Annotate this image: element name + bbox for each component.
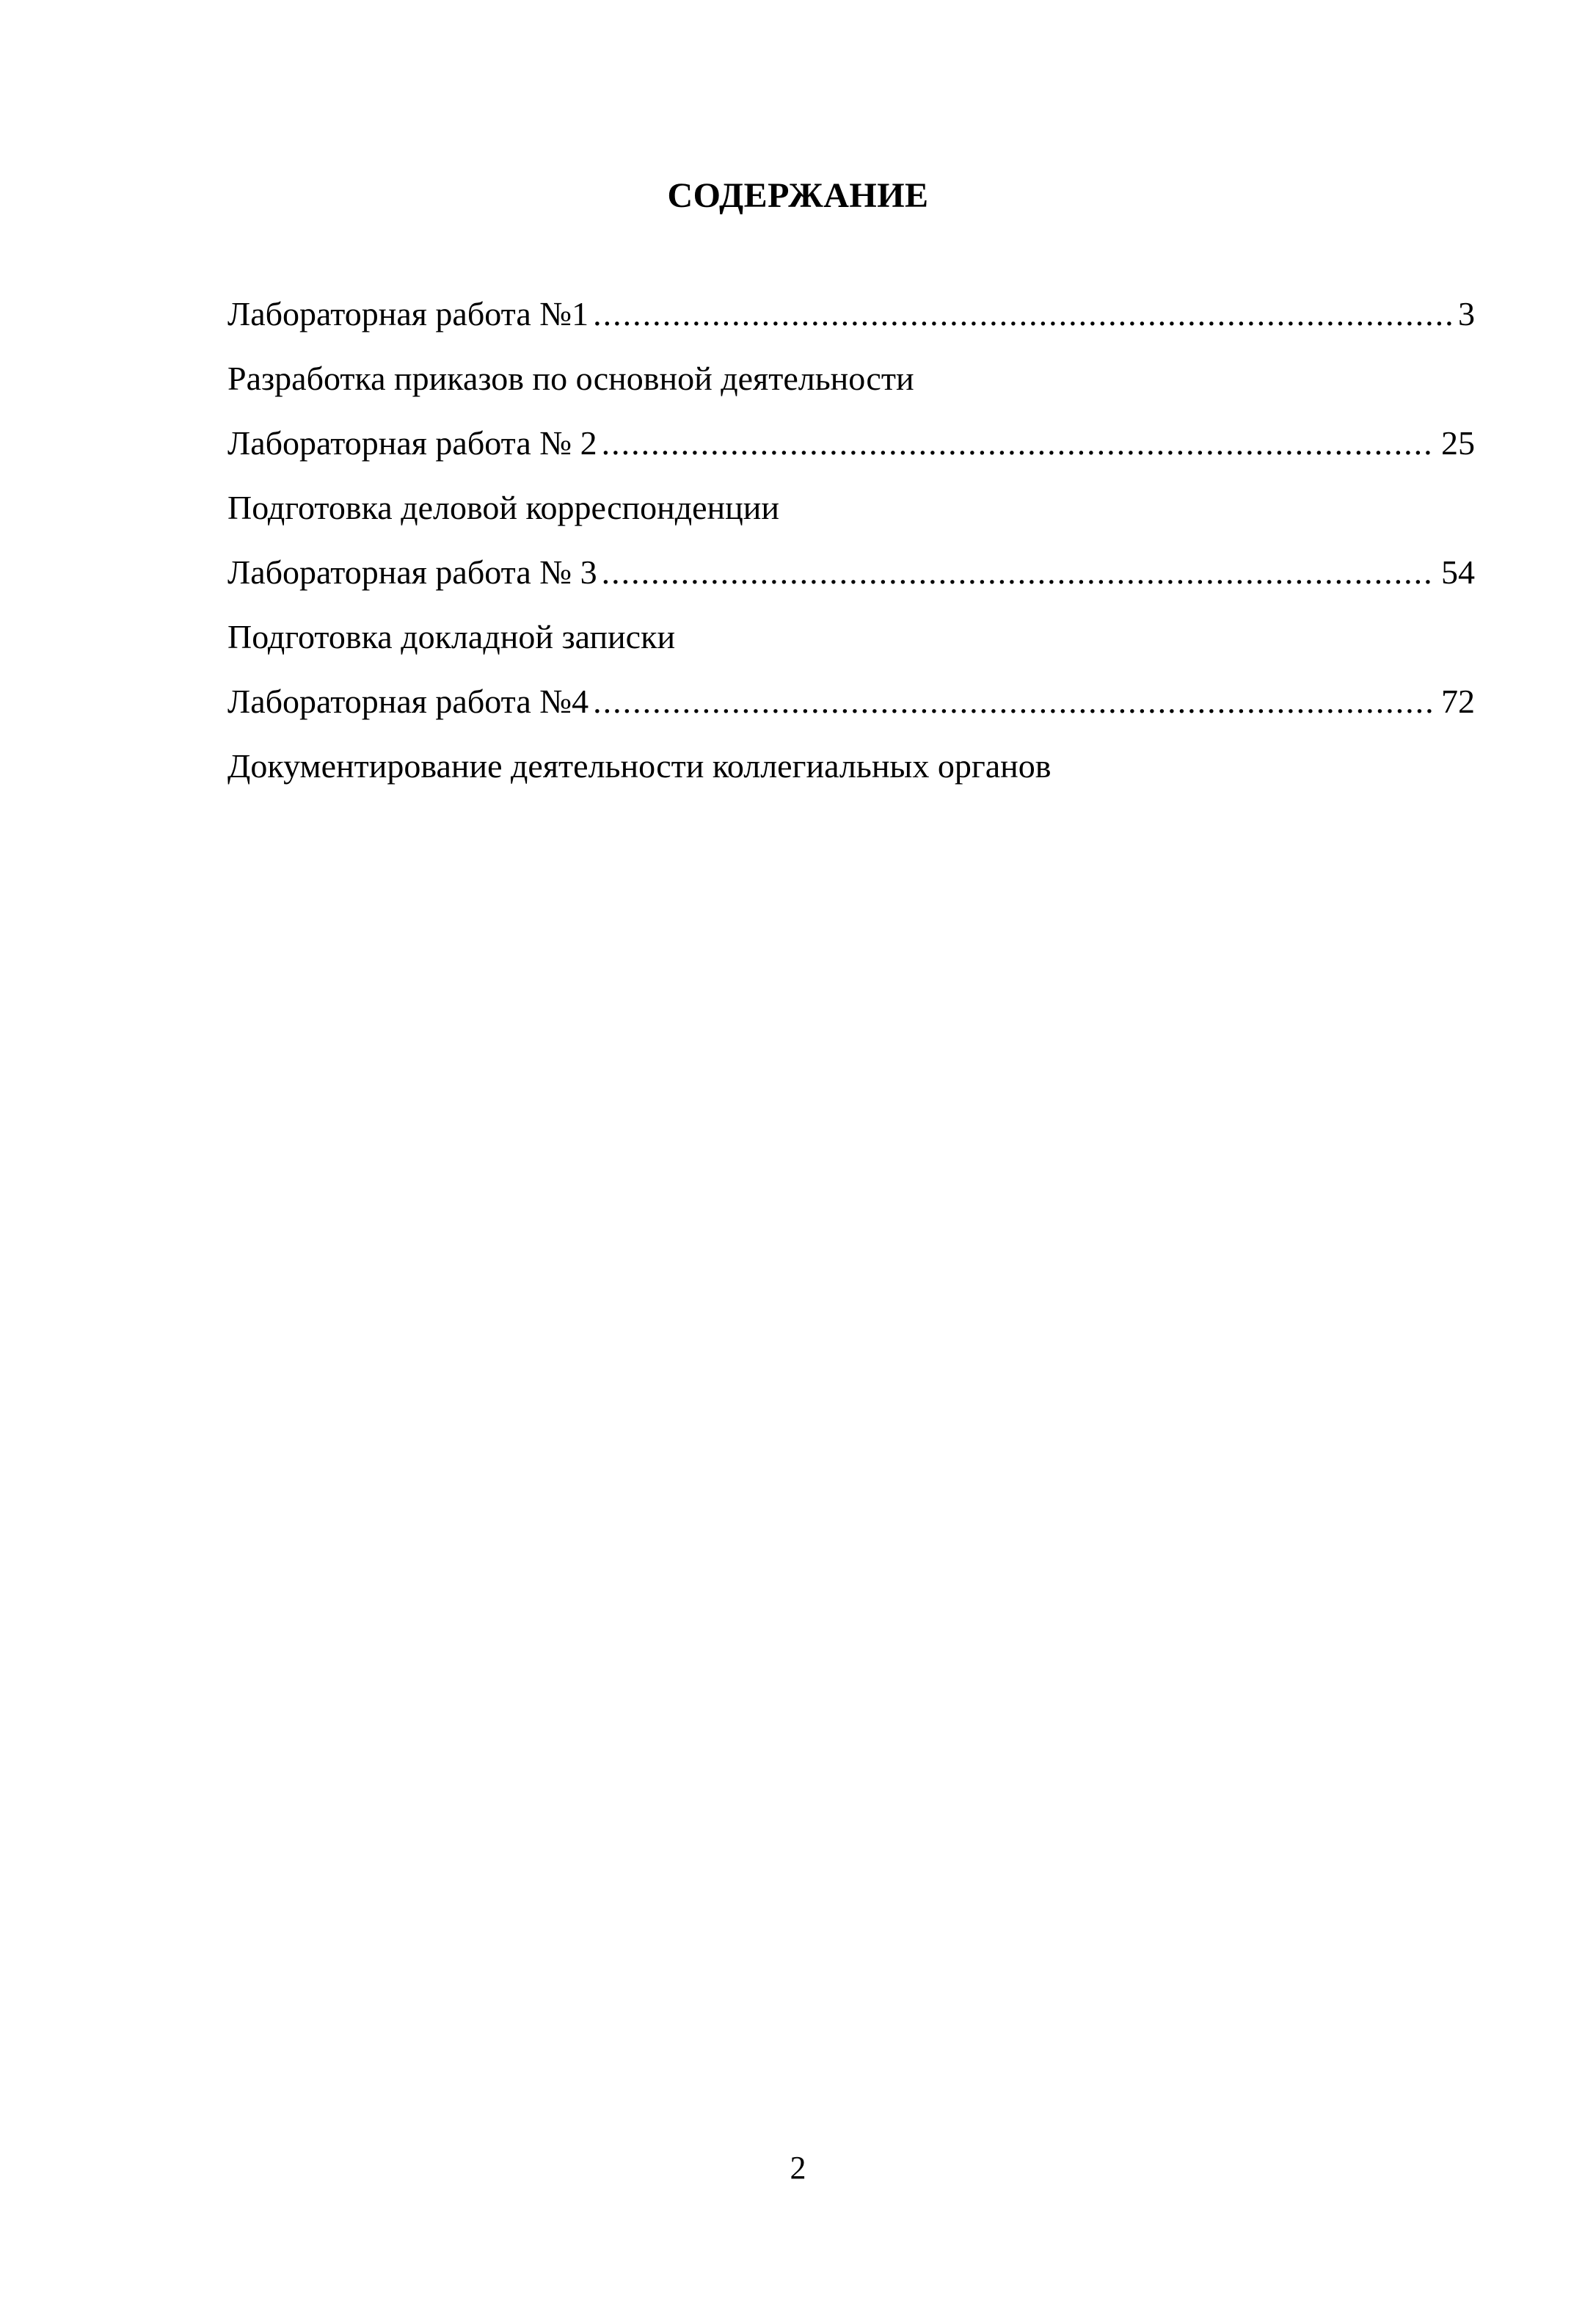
toc-entry-page: 72: [1441, 683, 1475, 720]
toc-entry-label: Лабораторная работа №1: [227, 295, 589, 332]
toc-entry-subtitle: Подготовка докладной записки: [227, 618, 676, 655]
toc-entry-page: 25: [1441, 424, 1475, 462]
toc-entry-label: Лабораторная работа № 2: [227, 424, 597, 462]
toc-entry-subtitle: Документирование деятельности коллегиальных органов: [227, 747, 1052, 785]
page-number: 2: [790, 2150, 806, 2186]
toc-entry[interactable]: [227, 669, 1475, 734]
toc-dot-leader: [602, 411, 1435, 476]
toc-entry-label: Лабораторная работа № 3: [227, 553, 597, 591]
toc-entry-label: Лабораторная работа №4: [227, 683, 589, 720]
toc-dot-leader: [602, 540, 1435, 605]
table-of-contents: [227, 282, 1475, 799]
toc-entry[interactable]: [227, 411, 1475, 476]
toc-dot-leader: [593, 282, 1452, 346]
page-title: СОДЕРЖАНИЕ: [667, 176, 929, 215]
toc-entry-page: 54: [1441, 553, 1475, 591]
toc-entry[interactable]: [227, 282, 1475, 346]
toc-dot-leader: [593, 669, 1435, 734]
toc-entry[interactable]: [227, 540, 1475, 605]
toc-entry-subtitle: Разработка приказов по основной деятельности: [227, 360, 914, 397]
toc-entry-page: 3: [1458, 295, 1475, 332]
toc-entry-subtitle: Подготовка деловой корреспонденции: [227, 489, 780, 526]
